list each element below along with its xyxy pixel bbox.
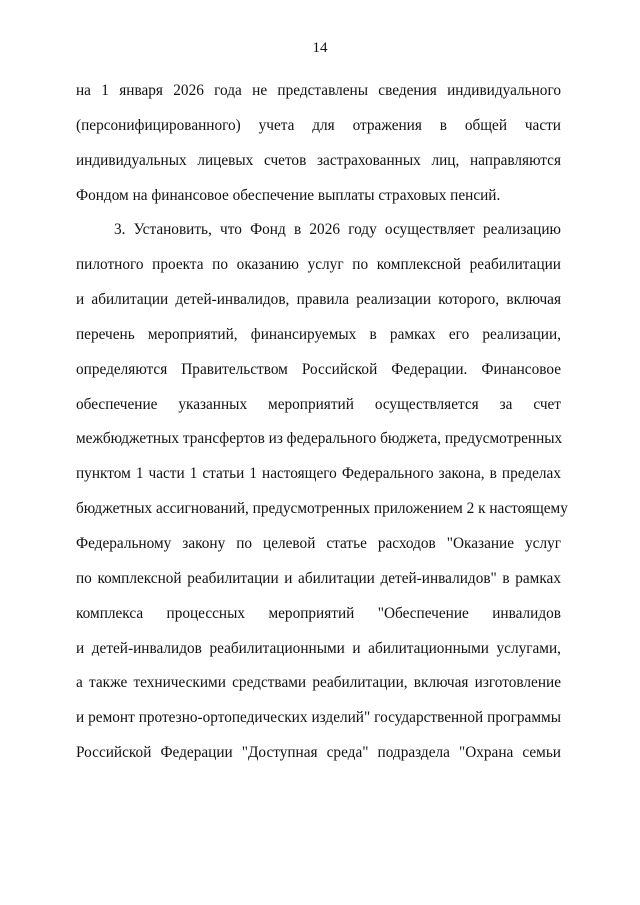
text-line: и детей-инвалидов реабилитационными и абилитационными услугами, <box>76 639 561 657</box>
text-line: Российской Федерации "Доступная среда" подраздела "Охрана семьи <box>76 744 561 762</box>
paragraph-item-3 <box>76 213 568 771</box>
text-line: Фондом на финансовое обеспечение выплаты страховых пенсий. <box>76 186 501 204</box>
text-line: бюджетных ассигнований, предусмотренных приложением 2 к настоящему <box>76 500 568 518</box>
text-line: и ремонт протезно-ортопедических изделий" государственной программы <box>76 709 561 727</box>
text-line: обеспечение указанных мероприятий осуществляется за счет <box>76 395 561 413</box>
text-line: и абилитации детей-инвалидов, правила реализации которого, включая <box>76 291 561 309</box>
document-body <box>76 74 568 771</box>
page-number: 14 <box>312 40 328 56</box>
text-line: 3. Установить, что Фонд в 2026 году осуществляет реализацию <box>114 221 561 239</box>
text-line: Федеральному закону по целевой статье расходов "Оказание услуг <box>76 534 561 552</box>
text-line: индивидуальных лицевых счетов застрахованных лиц, направляются <box>76 151 561 169</box>
text-line: (персонифицированного) учета для отражения в общей части <box>76 116 561 134</box>
text-line: комплекса процессных мероприятий "Обеспечение инвалидов <box>76 604 561 622</box>
text-line: пунктом 1 части 1 статьи 1 настоящего Федерального закона, в пределах <box>76 465 561 483</box>
text-line: межбюджетных трансфертов из федерального бюджета, предусмотренных <box>76 430 563 448</box>
text-line: на 1 января 2026 года не представлены сведения индивидуального <box>76 82 561 99</box>
paragraph-continuation <box>76 74 561 213</box>
text-line: перечень мероприятий, финансируемых в рамках его реализации, <box>76 325 561 343</box>
text-line: а также техническими средствами реабилитации, включая изготовление <box>76 674 561 692</box>
text-line: пилотного проекта по оказанию услуг по комплексной реабилитации <box>76 256 561 274</box>
text-line: по комплексной реабилитации и абилитации детей-инвалидов" в рамках <box>76 569 561 587</box>
text-line: определяются Правительством Российской Федерации. Финансовое <box>76 360 561 378</box>
